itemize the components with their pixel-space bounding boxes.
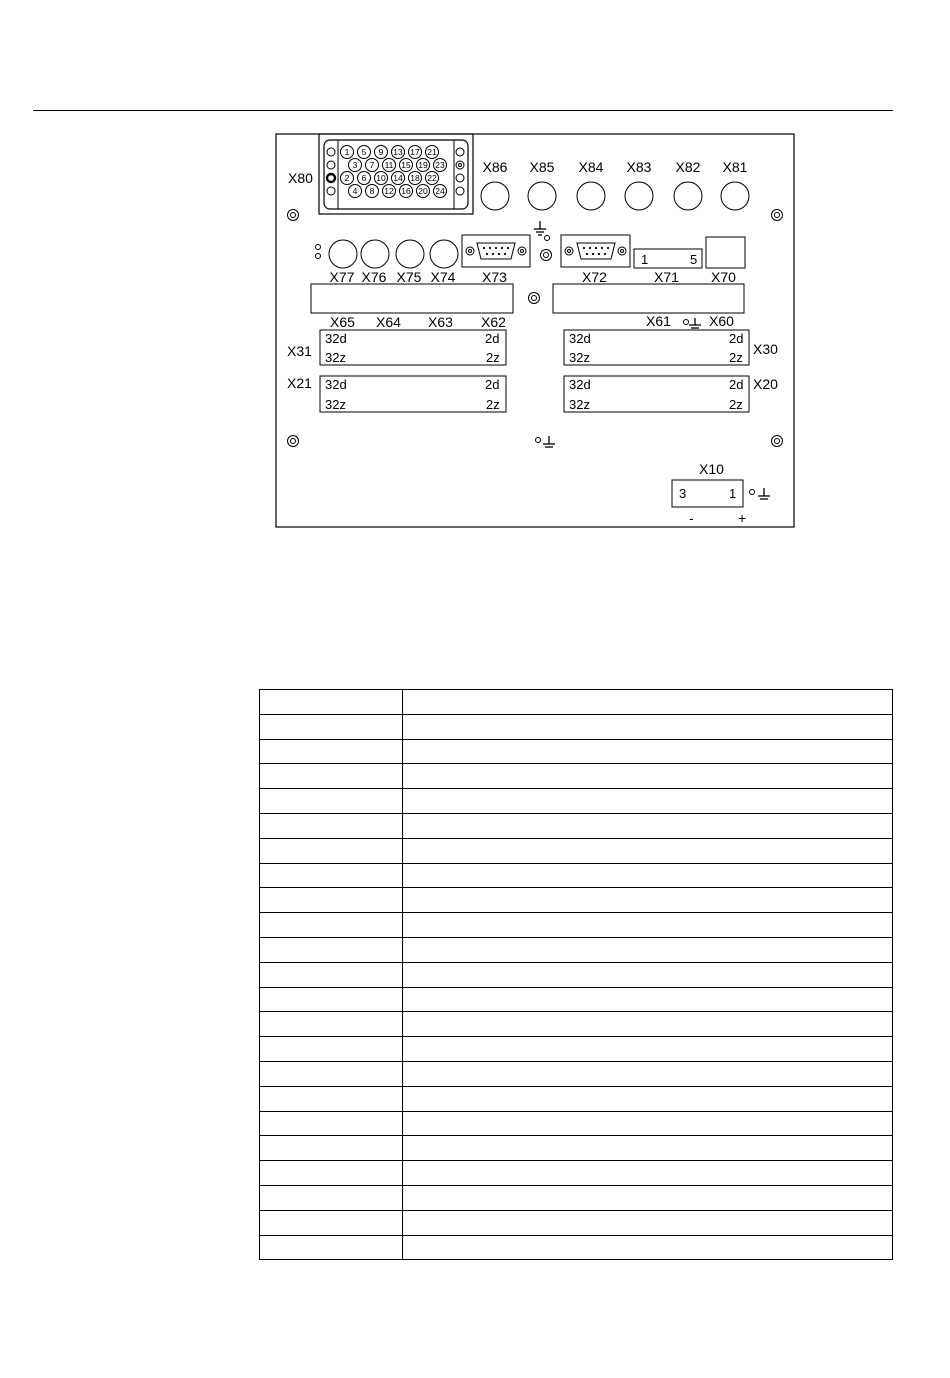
table-row: [260, 1037, 893, 1062]
x72-label: X72: [582, 269, 607, 285]
x21-tr: 2d: [485, 377, 500, 392]
x10-pin-right: 1: [729, 486, 737, 501]
x80-pin-label: 22: [427, 173, 437, 183]
x21-block: [320, 376, 506, 412]
table-row: [260, 1161, 893, 1186]
bnc-connector: [577, 182, 605, 210]
x31-label: X31: [287, 343, 312, 359]
table-row: [260, 987, 893, 1012]
x80-pin-label: 11: [384, 160, 394, 170]
table-cell-value: [403, 937, 893, 962]
x31-tl: 32d: [325, 331, 347, 346]
x10-plus: +: [738, 510, 747, 526]
bnc-connector: [430, 240, 458, 268]
x61-x60-slot: [553, 284, 744, 313]
x63-label: X63: [428, 314, 453, 330]
bnc-label: X74: [430, 269, 456, 285]
x20-block: [564, 376, 749, 412]
table-cell-key: [260, 1086, 403, 1111]
bnc-label: X77: [329, 269, 355, 285]
table-cell-value: [403, 789, 893, 814]
x80-pin-label: 6: [361, 173, 367, 183]
table-row: [260, 888, 893, 913]
bnc-connector: [674, 182, 702, 210]
x20-br: 2z: [729, 397, 743, 412]
x73-label: X73: [482, 269, 507, 285]
x31-tr: 2d: [485, 331, 500, 346]
x80-label: X80: [288, 170, 313, 186]
table-cell-value: [403, 962, 893, 987]
table-cell-value: [403, 1161, 893, 1186]
table-row: [260, 1061, 893, 1086]
x80-pin-label: 3: [352, 160, 358, 170]
table-cell-value: [403, 1012, 893, 1037]
table-cell-key: [260, 1012, 403, 1037]
x61-label: X61: [646, 313, 671, 329]
table-cell-value: [403, 1111, 893, 1136]
table-cell-key: [260, 863, 403, 888]
x80-pin-label: 16: [401, 186, 411, 196]
x80-pin-label: 8: [369, 186, 375, 196]
x21-tl: 32d: [325, 377, 347, 392]
table-cell-value: [403, 1086, 893, 1111]
x80-pin-label: 15: [401, 160, 411, 170]
x80-pin-label: 7: [369, 160, 375, 170]
ground-icon: [684, 318, 702, 328]
x31-block: [320, 330, 506, 365]
x71-label: X71: [654, 269, 679, 285]
mounting-screw-icon: [529, 293, 540, 304]
table-cell-value: [403, 1210, 893, 1235]
x80-pin-label: 2: [344, 173, 350, 183]
table-cell-key: [260, 1111, 403, 1136]
x80-pin-label: 18: [410, 173, 420, 183]
table-row: [260, 764, 893, 789]
bnc-label: X76: [361, 269, 387, 285]
mounting-screw-icon: [772, 210, 783, 221]
x80-pin-label: 23: [435, 160, 445, 170]
table-cell-value: [403, 863, 893, 888]
table-cell-key: [260, 1210, 403, 1235]
table-cell-value: [403, 1037, 893, 1062]
x30-block: [564, 330, 749, 365]
table-row: [260, 962, 893, 987]
connector-panel-diagram: [0, 0, 950, 560]
x71-pin-right: 5: [690, 252, 698, 267]
led-icon: [316, 254, 321, 259]
x65-label: X65: [330, 314, 355, 330]
x80-pin-label: 4: [352, 186, 358, 196]
table-cell-key: [260, 937, 403, 962]
bnc-label: X84: [578, 159, 604, 175]
x20-tl: 32d: [569, 377, 591, 392]
x30-label: X30: [753, 341, 778, 357]
table-row: [260, 1210, 893, 1235]
table-cell-value: [403, 888, 893, 913]
table-cell-key: [260, 913, 403, 938]
x80-pin-label: 14: [393, 173, 403, 183]
table-cell-value: [403, 913, 893, 938]
x65-x62-slot: [311, 284, 513, 313]
table-cell-value: [403, 690, 893, 715]
x64-label: X64: [376, 314, 401, 330]
table-cell-value: [403, 1235, 893, 1260]
bnc-connector: [396, 240, 424, 268]
x80-pin-label: 13: [393, 147, 403, 157]
x80-pin-label: 20: [418, 186, 428, 196]
bnc-connector: [361, 240, 389, 268]
table-row: [260, 690, 893, 715]
table-cell-key: [260, 888, 403, 913]
x80-pin-label: 9: [378, 147, 384, 157]
x31-br: 2z: [486, 350, 500, 365]
ground-icon: [534, 221, 550, 241]
table-row: [260, 813, 893, 838]
x21-br: 2z: [486, 397, 500, 412]
x80-pin-label: 17: [410, 147, 420, 157]
table-cell-key: [260, 1185, 403, 1210]
led-icon: [316, 245, 321, 250]
table-cell-value: [403, 1185, 893, 1210]
x71-pin-left: 1: [641, 252, 649, 267]
table-cell-value: [403, 1061, 893, 1086]
table-cell-value: [403, 987, 893, 1012]
mounting-screw-icon: [772, 436, 783, 447]
ground-icon: [536, 436, 556, 447]
x30-bl: 32z: [569, 350, 590, 365]
table-cell-key: [260, 764, 403, 789]
x62-label: X62: [481, 314, 506, 330]
bnc-connector: [481, 182, 509, 210]
table-cell-key: [260, 1037, 403, 1062]
x80-pins: [341, 146, 447, 198]
x30-tl: 32d: [569, 331, 591, 346]
x10-minus: -: [689, 510, 694, 526]
table-cell-key: [260, 838, 403, 863]
table-cell-key: [260, 690, 403, 715]
bnc-label: X85: [529, 159, 555, 175]
x70-label: X70: [711, 269, 736, 285]
table-row: [260, 863, 893, 888]
table-cell-key: [260, 789, 403, 814]
bnc-label: X81: [722, 159, 748, 175]
x20-bl: 32z: [569, 397, 590, 412]
table-cell-value: [403, 1136, 893, 1161]
bnc-connector: [528, 182, 556, 210]
mounting-screw-icon: [541, 250, 552, 261]
table-row: [260, 789, 893, 814]
x10-label: X10: [699, 461, 724, 477]
table-row: [260, 739, 893, 764]
bnc-label: X86: [482, 159, 508, 175]
table-row: [260, 1012, 893, 1037]
x80-pin-label: 5: [361, 147, 367, 157]
x31-bl: 32z: [325, 350, 346, 365]
x60-label: X60: [709, 313, 734, 329]
table-row: [260, 937, 893, 962]
table-cell-value: [403, 714, 893, 739]
table-cell-key: [260, 714, 403, 739]
x80-pin-label: 21: [427, 147, 437, 157]
x80-pin-label: 1: [344, 147, 350, 157]
bnc-connector: [329, 240, 357, 268]
x80-pin-label: 19: [418, 160, 428, 170]
table-cell-value: [403, 764, 893, 789]
ground-icon: [750, 488, 771, 499]
x80-pin-label: 10: [376, 173, 386, 183]
mounting-screw-icon: [288, 436, 299, 447]
table-cell-value: [403, 838, 893, 863]
table-cell-value: [403, 739, 893, 764]
x21-bl: 32z: [325, 397, 346, 412]
x80-pin-label: 24: [435, 186, 445, 196]
x30-br: 2z: [729, 350, 743, 365]
bnc-label: X82: [675, 159, 701, 175]
table-cell-key: [260, 1235, 403, 1260]
table-row: [260, 913, 893, 938]
table-row: [260, 1111, 893, 1136]
x72-dsub-connector: [561, 235, 630, 267]
table-cell-key: [260, 987, 403, 1012]
table-cell-key: [260, 1161, 403, 1186]
x70-connector: [706, 237, 745, 268]
bnc-connector: [625, 182, 653, 210]
x73-dsub-connector: [462, 235, 530, 267]
table-row: [260, 1136, 893, 1161]
table-row: [260, 1086, 893, 1111]
x10-pin-left: 3: [679, 486, 687, 501]
bnc-label: X83: [626, 159, 652, 175]
row2-bnc-row: [329, 240, 458, 285]
table-cell-key: [260, 813, 403, 838]
table-cell-key: [260, 739, 403, 764]
bnc-connector: [721, 182, 749, 210]
table-row: [260, 1185, 893, 1210]
data-table: [259, 689, 893, 1260]
table-cell-key: [260, 1136, 403, 1161]
x20-label: X20: [753, 376, 778, 392]
table-cell-value: [403, 813, 893, 838]
x21-label: X21: [287, 375, 312, 391]
table-cell-key: [260, 1061, 403, 1086]
top-bnc-row: [481, 159, 749, 210]
x80-pin-label: 12: [384, 186, 394, 196]
x20-tr: 2d: [729, 377, 744, 392]
bnc-label: X75: [396, 269, 422, 285]
mounting-screw-icon: [288, 210, 299, 221]
x30-tr: 2d: [729, 331, 744, 346]
table-row: [260, 838, 893, 863]
table-cell-key: [260, 962, 403, 987]
table-row: [260, 1235, 893, 1260]
table-row: [260, 714, 893, 739]
